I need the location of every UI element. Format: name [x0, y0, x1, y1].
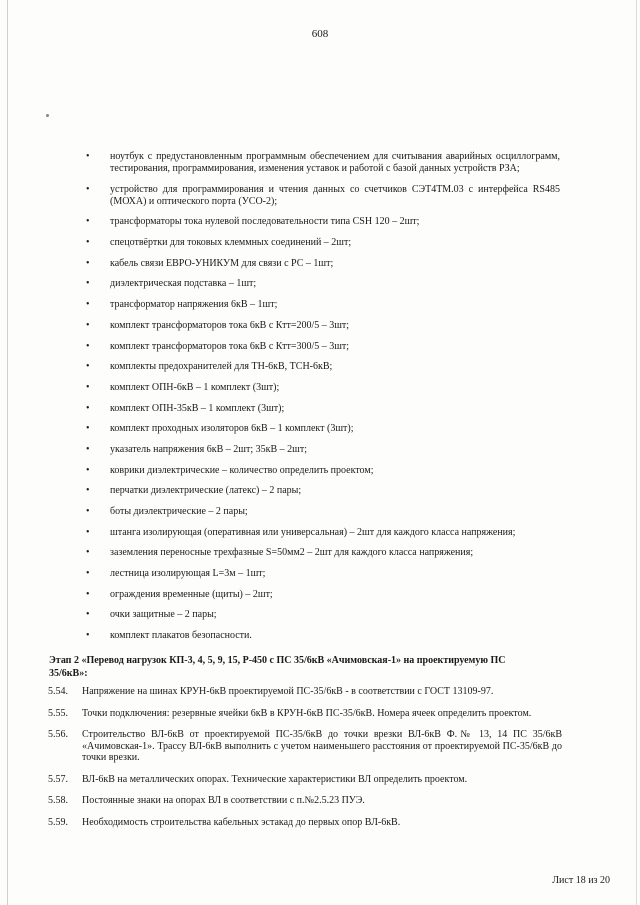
- bullet-icon: •: [86, 443, 90, 455]
- page-number: 608: [311, 28, 329, 40]
- list-item: [84, 216, 560, 228]
- bullet-icon: •: [86, 183, 90, 195]
- numbered-item: [48, 708, 562, 720]
- numbered-item: [48, 795, 562, 807]
- list-item: [84, 527, 560, 539]
- list-item: [84, 423, 560, 435]
- bullet-icon: •: [86, 340, 90, 352]
- list-item: [84, 465, 560, 477]
- bullet-icon: •: [86, 568, 90, 580]
- list-item-text: заземления переносные трехфазные S=50мм2 – 2шт для каждого класса напряжения;: [110, 547, 474, 559]
- item-number: 5.57.: [48, 773, 68, 785]
- item-number: 5.59.: [48, 816, 68, 828]
- numbered-item: [48, 729, 562, 764]
- list-item-text: комплект плакатов безопасности.: [110, 630, 252, 642]
- bullet-icon: •: [86, 402, 90, 414]
- list-item: [84, 444, 560, 456]
- list-item: [84, 547, 560, 559]
- item-text: Напряжение на шинах КРУН-6кВ проектируемой ПС-35/6кВ - в соответствии с ГОСТ 13109-97.: [82, 686, 494, 697]
- item-text: Необходимость строительства кабельных эстакад до первых опор ВЛ-6кВ.: [82, 816, 401, 828]
- bullet-icon: •: [86, 423, 90, 435]
- bullet-icon: •: [86, 588, 90, 600]
- list-item: [84, 320, 560, 332]
- numbered-item: [48, 686, 562, 698]
- list-item: [84, 278, 560, 290]
- list-item-text: коврики диэлектрические – количество определить проектом;: [110, 464, 374, 476]
- bullet-icon: •: [86, 526, 90, 538]
- bullet-icon: •: [86, 257, 90, 269]
- sheet-footer: Лист 18 из 20: [552, 875, 610, 886]
- list-item-text: устройство для программирования и чтения данных со счетчиков СЭТ4ТМ.03 с интерфейса RS485 (МОХА) и оптического порта (УСО-2);: [110, 183, 560, 207]
- bullet-icon: •: [86, 216, 90, 228]
- list-item-text: комплект трансформаторов тока 6кВ с Ктт=300/5 – 3шт;: [110, 340, 350, 352]
- bullet-icon: •: [86, 485, 90, 497]
- scan-speck: [46, 114, 49, 117]
- list-item-text: комплект проходных изоляторов 6кВ – 1 комплект (3шт);: [110, 423, 354, 435]
- bullet-icon: •: [86, 381, 90, 393]
- numbered-item: [48, 774, 562, 786]
- stage-heading: Этап 2 «Перевод нагрузок КП-3, 4, 5, 9, 15, Р-450 с ПС 35/6кВ «Ачимовская-1» на проектируемую ПС 35/6кВ»:: [49, 655, 506, 679]
- list-item-text: комплект ОПН-35кВ – 1 комплект (3шт);: [110, 402, 285, 414]
- bullet-icon: •: [86, 609, 90, 621]
- item-number: 5.55.: [48, 707, 68, 719]
- list-item: [84, 258, 560, 270]
- bullet-icon: •: [86, 299, 90, 311]
- list-item: [84, 361, 560, 373]
- list-item: [84, 568, 560, 580]
- list-item-text: ноутбук с предустановленным программным обеспечением для считывания аварийных осциллограмм, тестирования, программирования, изменения уставок и работой с базой данных устройств РЗА;: [110, 151, 560, 174]
- list-item: [84, 589, 560, 601]
- numbered-items: [48, 686, 562, 838]
- bullet-icon: •: [86, 361, 90, 373]
- bullet-icon: •: [86, 630, 90, 642]
- bullet-icon: •: [86, 464, 90, 476]
- list-item-text: штанга изолирующая (оперативная или универсальная) – 2шт для каждого класса напряжения;: [110, 526, 516, 538]
- list-item-text: кабель связи ЕВРО-УНИКУМ для связи с РС – 1шт;: [110, 257, 334, 269]
- list-item: [84, 151, 560, 175]
- list-item-text: перчатки диэлектрические (латекс) – 2 пары;: [110, 485, 302, 497]
- bullet-icon: •: [86, 506, 90, 517]
- bullet-icon: •: [86, 319, 90, 331]
- list-item: [84, 506, 560, 518]
- list-item-text: трансформатор напряжения 6кВ – 1шт;: [110, 299, 278, 311]
- bullet-icon: •: [86, 278, 90, 290]
- bullet-icon: •: [86, 237, 90, 249]
- item-number: 5.54.: [48, 686, 68, 697]
- item-number: 5.58.: [48, 795, 68, 806]
- scan-edge-left: [7, 0, 8, 905]
- list-item: [84, 382, 560, 394]
- list-item-text: лестница изолирующая L=3м – 1шт;: [110, 568, 266, 580]
- list-item-text: ограждения временные (щиты) – 2шт;: [110, 588, 273, 600]
- list-item: [84, 403, 560, 415]
- bullet-icon: •: [86, 151, 90, 162]
- list-item-text: очки защитные – 2 пары;: [110, 609, 217, 621]
- list-item-text: комплект ОПН-6кВ – 1 комплект (3шт);: [110, 381, 280, 393]
- list-item: [84, 341, 560, 353]
- list-item-text: трансформаторы тока нулевой последовательности типа CSH 120 – 2шт;: [110, 216, 420, 228]
- scan-edge-right: [636, 0, 637, 905]
- item-text: Точки подключения: резервные ячейки 6кВ в КРУН-6кВ ПС-35/6кВ. Номера ячеек определить проектом.: [82, 707, 532, 719]
- list-item: [84, 299, 560, 311]
- bullet-icon: •: [86, 547, 90, 559]
- list-item-text: боты диэлектрические – 2 пары;: [110, 506, 248, 517]
- list-item-text: спецотвёртки для токовых клеммных соединений – 2шт;: [110, 237, 352, 249]
- list-item-text: комплекты предохранителей для ТН-6кВ, ТСН-6кВ;: [110, 361, 333, 373]
- numbered-item: [48, 817, 562, 829]
- item-text: ВЛ-6кВ на металлических опорах. Технические характеристики ВЛ определить проектом.: [82, 773, 468, 785]
- item-text: Строительство ВЛ-6кВ от проектируемой ПС-35/6кВ до точки врезки ВЛ-6кВ Ф.№ 13, 14 ПС 35/6кВ «Ачимовская-1». Трассу ВЛ-6кВ выполнить с учетом наименьшего расстояния от проектируемой ПС-35/6кВ до точки врезки.: [82, 729, 562, 763]
- list-item-text: диэлектрическая подставка – 1шт;: [110, 278, 257, 290]
- list-item-text: указатель напряжения 6кВ – 2шт; 35кВ – 2шт;: [110, 443, 308, 455]
- list-item-text: комплект трансформаторов тока 6кВ с Ктт=200/5 – 3шт;: [110, 319, 350, 331]
- equipment-list: [84, 151, 560, 651]
- list-item: [84, 630, 560, 642]
- list-item: [84, 485, 560, 497]
- list-item: [84, 184, 560, 208]
- item-number: 5.56.: [48, 729, 68, 740]
- list-item: [84, 237, 560, 249]
- list-item: [84, 609, 560, 621]
- item-text: Постоянные знаки на опорах ВЛ в соответствии с п.№2.5.23 ПУЭ.: [82, 795, 365, 806]
